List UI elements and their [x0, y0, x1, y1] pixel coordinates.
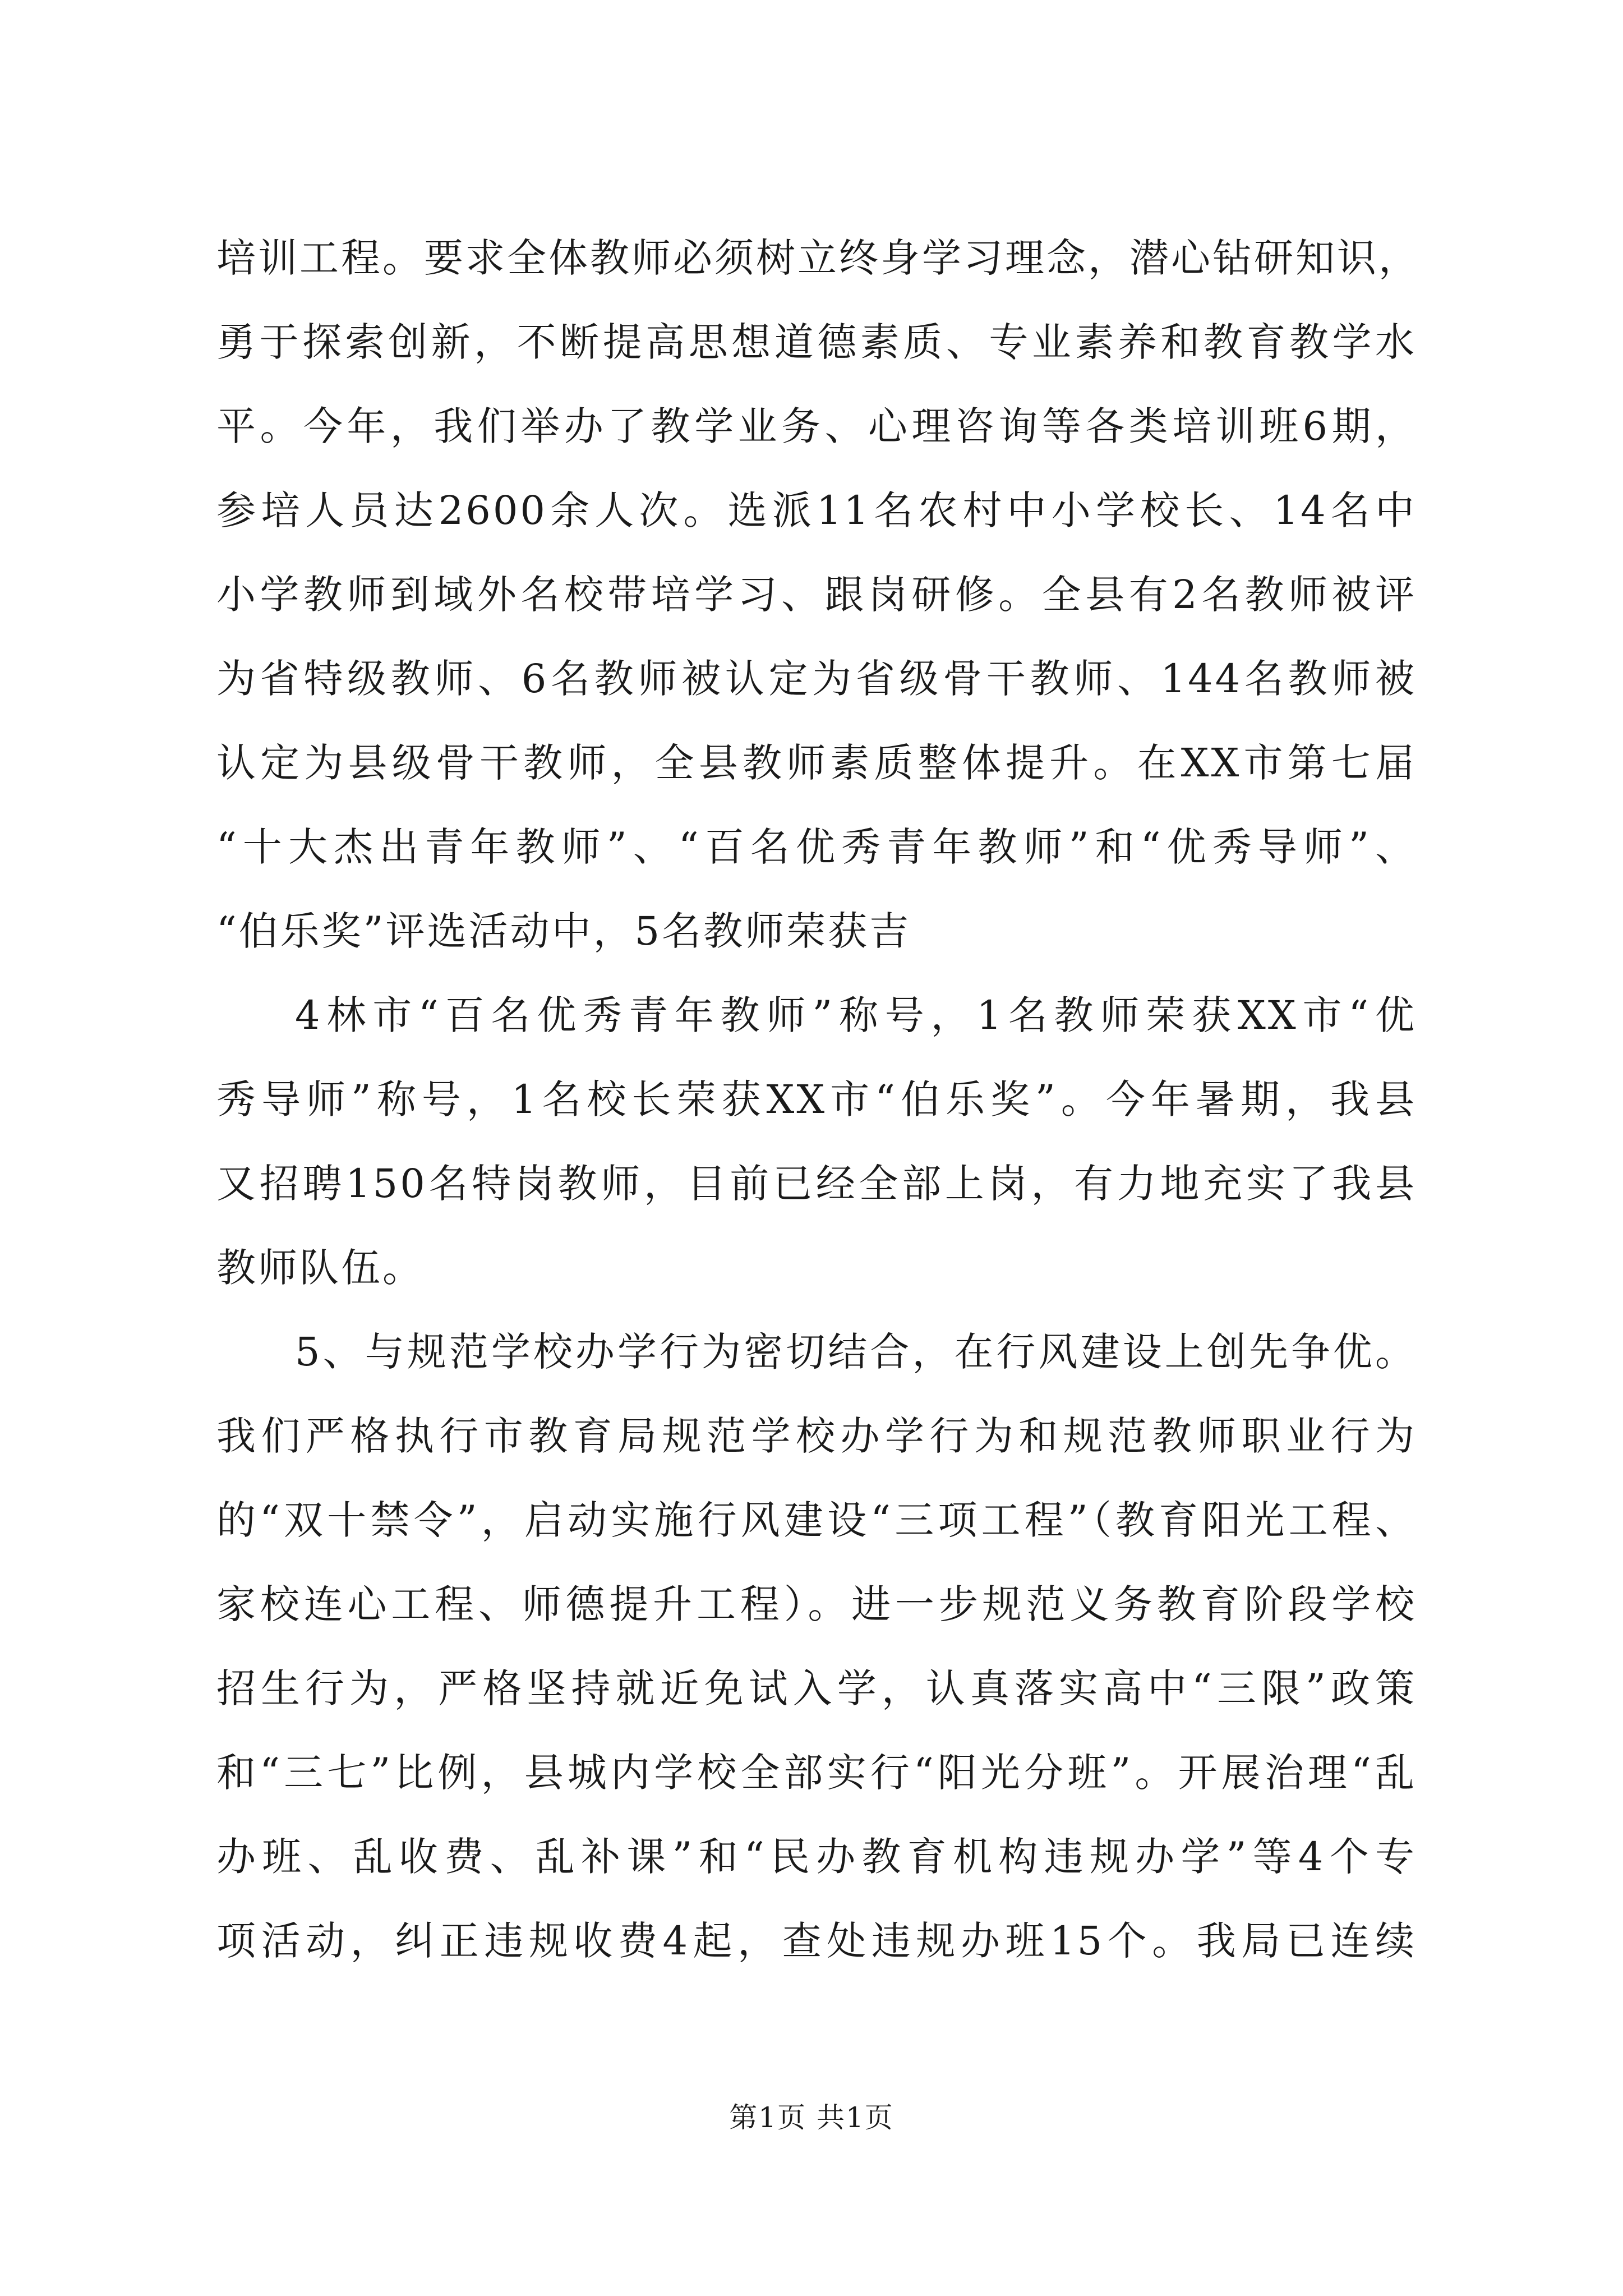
paragraph-3-line-8: 项活动，纠正违规收费4起，查处违规办班15个。我局已连续: [216, 1918, 1417, 1964]
page-number-footer: 第1页 共1页: [729, 2101, 894, 2134]
paragraph-3-line-5: 招生行为，严格坚持就近免试入学，认真落实高中“三限”政策: [216, 1665, 1417, 1711]
paragraph-3-line-7: 办班、乱收费、乱补课”和“民办教育机构违规办学”等4个专: [216, 1834, 1417, 1880]
paragraph-2-line-2: 秀导师”称号，1名校长荣获XX市“伯乐奖”。今年暑期，我县: [216, 1076, 1417, 1122]
paragraph-1-line-5: 小学教师到域外名校带培学习、跟岗研修。全县有2名教师被评: [216, 572, 1417, 618]
paragraph-3-line-4: 家校连心工程、师德提升工程）。进一步规范义务教育阶段学校: [216, 1581, 1417, 1627]
paragraph-3-line-3: 的“双十禁令”，启动实施行风建设“三项工程”（教育阳光工程、: [216, 1497, 1417, 1543]
paragraph-3-line-2: 我们严格执行市教育局规范学校办学行为和规范教师职业行为: [216, 1413, 1417, 1459]
paragraph-1-line-4: 参培人员达2600余人次。选派11名农村中小学校长、14名中: [216, 487, 1417, 533]
paragraph-3-line-1: 5、与规范学校办学行为密切结合，在行风建设上创先争优。: [295, 1329, 1417, 1375]
paragraph-1-line-2: 勇于探索创新，不断提高思想道德素质、专业素养和教育教学水: [216, 319, 1417, 365]
paragraph-1-line-6: 为省特级教师、6名教师被认定为省级骨干教师、144名教师被: [216, 656, 1417, 702]
paragraph-3-line-6: 和“三七”比例，县城内学校全部实行“阳光分班”。开展治理“乱: [216, 1750, 1417, 1796]
paragraph-1-line-7: 认定为县级骨干教师，全县教师素质整体提升。在XX市第七届: [216, 740, 1417, 786]
paragraph-1-line-9: “伯乐奖”评选活动中，5名教师荣获吉: [216, 908, 911, 954]
paragraph-2-line-1: 4林市“百名优秀青年教师”称号，1名教师荣获XX市“优: [295, 992, 1417, 1038]
paragraph-1-line-3: 平。今年，我们举办了教学业务、心理咨询等各类培训班6期，: [216, 403, 1417, 449]
paragraph-2-line-3: 又招聘150名特岗教师，目前已经全部上岗，有力地充实了我县: [216, 1161, 1417, 1207]
paragraph-2-line-4: 教师队伍。: [216, 1245, 424, 1291]
paragraph-1-line-8: “十大杰出青年教师”、“百名优秀青年教师”和“优秀导师”、: [216, 824, 1417, 870]
paragraph-1-line-1: 培训工程。要求全体教师必须树立终身学习理念，潜心钻研知识，: [216, 235, 1420, 281]
document-body: [216, 216, 1420, 1983]
